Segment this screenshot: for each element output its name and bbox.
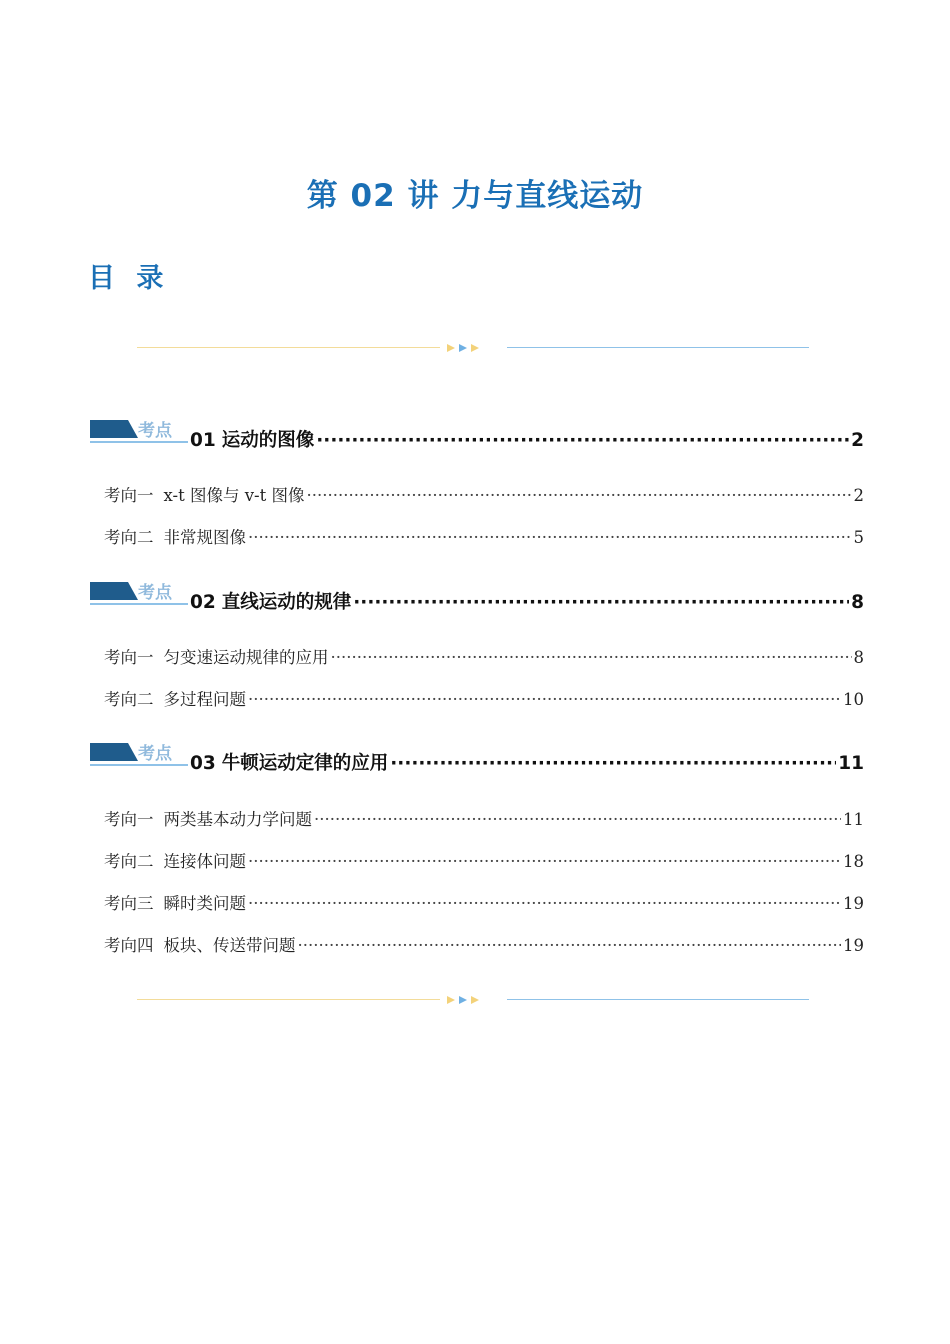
item-direction: 考向二 [104, 528, 154, 547]
section-number: 01 [190, 430, 216, 451]
badge-text: 考点 [138, 583, 172, 603]
section-number: 03 [190, 753, 216, 774]
item-title: x-t 图像与 v-t 图像 [163, 486, 305, 505]
item-page: 19 [843, 936, 864, 955]
bottom-divider [137, 994, 809, 1006]
leader-dots [248, 852, 841, 871]
item-page: 18 [843, 852, 864, 871]
leader-dots [248, 894, 841, 913]
page-title: 第 02 讲 力与直线运动 [306, 178, 644, 214]
section-row [190, 426, 864, 452]
item-title: 瞬时类问题 [163, 894, 246, 913]
leader-dots [248, 528, 852, 547]
toc-item[interactable] [104, 806, 864, 830]
divider-line-right [507, 347, 809, 348]
item-title: 连接体问题 [163, 852, 246, 871]
item-title: 多过程问题 [163, 690, 246, 709]
section-title: 运动的图像 [221, 430, 315, 451]
leader-dots [353, 592, 849, 613]
top-divider [137, 342, 809, 354]
divider-line-right [507, 999, 809, 1000]
badge-text: 考点 [138, 744, 172, 764]
leader-dots [306, 486, 851, 505]
item-title: 两类基本动力学问题 [163, 810, 312, 829]
triple-arrow-icon [445, 994, 485, 1006]
item-title: 非常规图像 [163, 528, 246, 547]
item-direction: 考向四 [104, 936, 154, 955]
item-title: 匀变速运动规律的应用 [163, 648, 329, 667]
toc-item[interactable] [104, 848, 864, 872]
item-page: 5 [853, 528, 864, 547]
badge-text: 考点 [138, 421, 172, 441]
item-direction: 考向一 [104, 648, 154, 667]
triple-arrow-icon [445, 342, 485, 354]
kaodian-badge-icon [90, 741, 188, 769]
item-direction: 考向二 [104, 690, 154, 709]
leader-dots [298, 936, 842, 955]
toc-section-01[interactable] [90, 418, 864, 451]
toc-item[interactable] [104, 686, 864, 710]
section-page: 2 [851, 430, 864, 451]
section-page: 11 [838, 753, 864, 774]
toc-item[interactable] [104, 890, 864, 914]
toc-heading: 目 录 [88, 263, 170, 294]
item-page: 8 [853, 648, 864, 667]
leader-dots [248, 690, 841, 709]
item-direction: 考向二 [104, 852, 154, 871]
toc-item[interactable] [104, 932, 864, 956]
item-page: 10 [843, 690, 864, 709]
item-direction: 考向三 [104, 894, 154, 913]
kaodian-badge-icon [90, 580, 188, 608]
leader-dots [331, 648, 852, 667]
toc-item[interactable] [104, 482, 864, 506]
kaodian-badge-icon [90, 418, 188, 446]
divider-line-left [137, 999, 440, 1000]
section-row [190, 749, 864, 775]
toc-item[interactable] [104, 524, 864, 548]
item-page: 11 [843, 810, 864, 829]
leader-dots [316, 430, 849, 451]
section-number: 02 [190, 592, 216, 613]
leader-dots [314, 810, 841, 829]
item-title: 板块、传送带问题 [163, 936, 296, 955]
divider-line-left [137, 347, 440, 348]
item-page: 19 [843, 894, 864, 913]
item-direction: 考向一 [104, 810, 154, 829]
toc-section-02[interactable] [90, 580, 864, 613]
section-title: 牛顿运动定律的应用 [221, 753, 389, 774]
toc-item[interactable] [104, 644, 864, 668]
section-page: 8 [851, 592, 864, 613]
item-page: 2 [853, 486, 864, 505]
toc-section-03[interactable] [90, 741, 864, 774]
leader-dots [390, 753, 836, 774]
section-title: 直线运动的规律 [221, 592, 352, 613]
section-row [190, 588, 864, 614]
item-direction: 考向一 [104, 486, 154, 505]
